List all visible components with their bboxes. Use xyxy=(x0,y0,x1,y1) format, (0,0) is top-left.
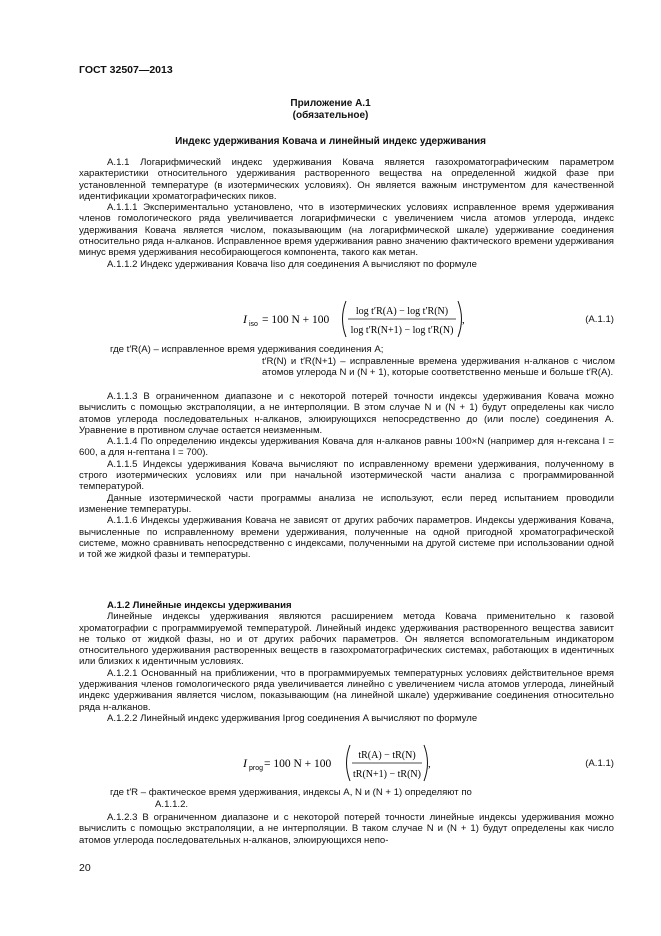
eq1-left-paren xyxy=(343,301,347,337)
eq1-comma: , xyxy=(462,314,465,326)
equation-linear xyxy=(0,741,661,787)
page-number: 20 xyxy=(79,862,91,874)
eq2-where-line1: где t′R – фактическое время удерживания, индексы A, N и (N + 1) определяют по xyxy=(110,787,472,798)
eq2-where-line2: А.1.1.2. xyxy=(155,799,189,810)
paragraph: А.1.2.2 Линейный индекс удерживания Iprog соединения A вычисляют по формуле xyxy=(107,712,478,724)
eq1-right-paren xyxy=(458,301,462,337)
appendix-heading: Индекс удерживания Ковача и линейный индекс удерживания xyxy=(175,136,486,147)
eq1-denominator: log t′R(N+1) − log t′R(N) xyxy=(350,325,454,336)
eq1-lhs: I xyxy=(243,312,247,326)
equation-kovats xyxy=(0,297,661,343)
eq2-comma: , xyxy=(428,758,431,770)
paragraph: Линейные индексы удерживания являются расширением метода Ковача применительно к газовой хроматографии с программируемой температурой. Линейный индекс удерживания растворенного вещества зависит не только от жидкой фазы, но и от других рабочих параметров. Он является вспомогательным индикатором относительного удерживания растворенных веществ в газохроматографических системах, работающих в идентичных или близких к идентичным условиях. xyxy=(79,611,614,668)
eq2-denominator: tR(N+1) − tR(N) xyxy=(353,769,421,780)
appendix-status: (обязательное) xyxy=(292,110,369,121)
eq1-numerator: log t′R(A) − log t′R(N) xyxy=(355,306,449,317)
section-a123 xyxy=(79,812,614,846)
paragraph: А.1.1.1 Экспериментально установлено, что в изотермических условиях исправленное время удерживания членов гомологического ряда увеличивается логарифмически с увеличением числа атомов углерода, индекс удерживания Ковача является числом, показывающим (на логарифмической шкале) удерживание соединения относительно ряда н-алканов. Исправленное время удерживания равно значению фактического времени удерживания минус время удерживания несобирающегося компонента, такого как метан. xyxy=(79,202,614,259)
paragraph: А.1.1.4 По определению индексы удерживания Ковача для н-алканов равны 100×N (например для н-гексана I = 600, а для н-гептана I = 700). xyxy=(79,436,614,459)
appendix-title: Приложение А.1 xyxy=(290,98,371,109)
section-a113 xyxy=(79,391,614,560)
eq1-where-line2: t′R(N) и t′R(N+1) – исправленные времена удерживания н-алканов с числом атомов углерода N и (N + 1), которые соответственно меньше и больше t′R(A). xyxy=(262,356,615,379)
paragraph: А.1.1.3 В ограниченном диапазоне и с некоторой потерей точности индексы удерживания Ковача можно вычислить с помощью экстраполяции, а не интерполяции. В этом случае N и (N + 1) будут определены как число атомов углерода последовательных н-алканов, элюирующихся непосредственно до (или после) соединения A. Уравнение в противном случае остается неизменным. xyxy=(79,391,614,436)
equation-kovats-graphic xyxy=(0,297,661,343)
eq1-where-line1: где t′R(A) – исправленное время удерживания соединения A; xyxy=(110,344,384,355)
paragraph: Данные изотермической части программы анализа не используют, если перед испытанием проводили изменение температуры. xyxy=(79,492,614,515)
eq2-left-paren xyxy=(347,745,351,781)
paragraph: А.1.1.2 Индекс удерживания Ковача Iiso для соединения A вычисляют по формуле xyxy=(107,258,477,270)
document-id: ГОСТ 32507—2013 xyxy=(79,64,173,76)
equation-linear-graphic xyxy=(0,741,661,787)
eq1-label: (А.1.1) xyxy=(585,314,614,325)
eq2-right-paren xyxy=(424,745,428,781)
section-heading: А.1.2 Линейные индексы удерживания xyxy=(107,600,292,611)
eq2-rhs: = 100 N + 100 xyxy=(264,758,332,770)
paragraph: А.1.1.6 Индексы удерживания Ковача не зависят от других рабочих параметров. Индексы удерживания Ковача, вычисленные по исправленному времени удерживания, полученные на одной пригодной хроматографической системе, можно сравнивать непосредственно с индексами, полученными на другой системе при использовании одной и той же жидкой фазы и температуры. xyxy=(79,515,614,561)
eq2-label: (А.1.1) xyxy=(585,758,614,769)
eq1-lhs-sub: iso xyxy=(249,321,258,328)
paragraph: А.1.2.1 Основанный на приближении, что в программируемых температурных условиях действительное время удерживания членов гомологического ряда увеличивается линейно с увеличением числа атомов углерода, линейный индекс удерживания является числом, показывающим (на линейной шкале) удерживание соединения относительно ряда н-алканов. xyxy=(79,667,614,713)
eq2-lhs-sub: prog xyxy=(249,765,264,772)
eq2-numerator: tR(A) − tR(N) xyxy=(358,750,416,761)
paragraph: А.1.2.3 В ограниченном диапазоне и с некоторой потерей точности линейные индексы удерживания можно вычислить с помощью экстраполяции, а не интерполяции. В таком случае N и (N + 1) будут определены как число атомов углерода последовательных н-алканов, элюирующихся непо- xyxy=(79,812,614,846)
section-a11 xyxy=(79,157,614,270)
paragraph: А.1.1 Логарифмический индекс удерживания Ковача является газохроматографическим параметром характеристики относительного удерживания растворенного вещества на определенной жидкой фазе при установленной температуре (в изотермических условиях). Он является важным инструментом для качественной идентификации хроматографических пиков. xyxy=(79,157,614,202)
paragraph: А.1.1.5 Индексы удерживания Ковача вычисляют по исправленному времени удерживания, полученному в строго изотермических условиях или при начальной изотермической части анализа с программированной температурой. xyxy=(79,458,614,493)
eq2-lhs: I xyxy=(243,756,247,770)
section-a12 xyxy=(79,600,614,724)
eq1-rhs: = 100 N + 100 xyxy=(262,314,330,326)
